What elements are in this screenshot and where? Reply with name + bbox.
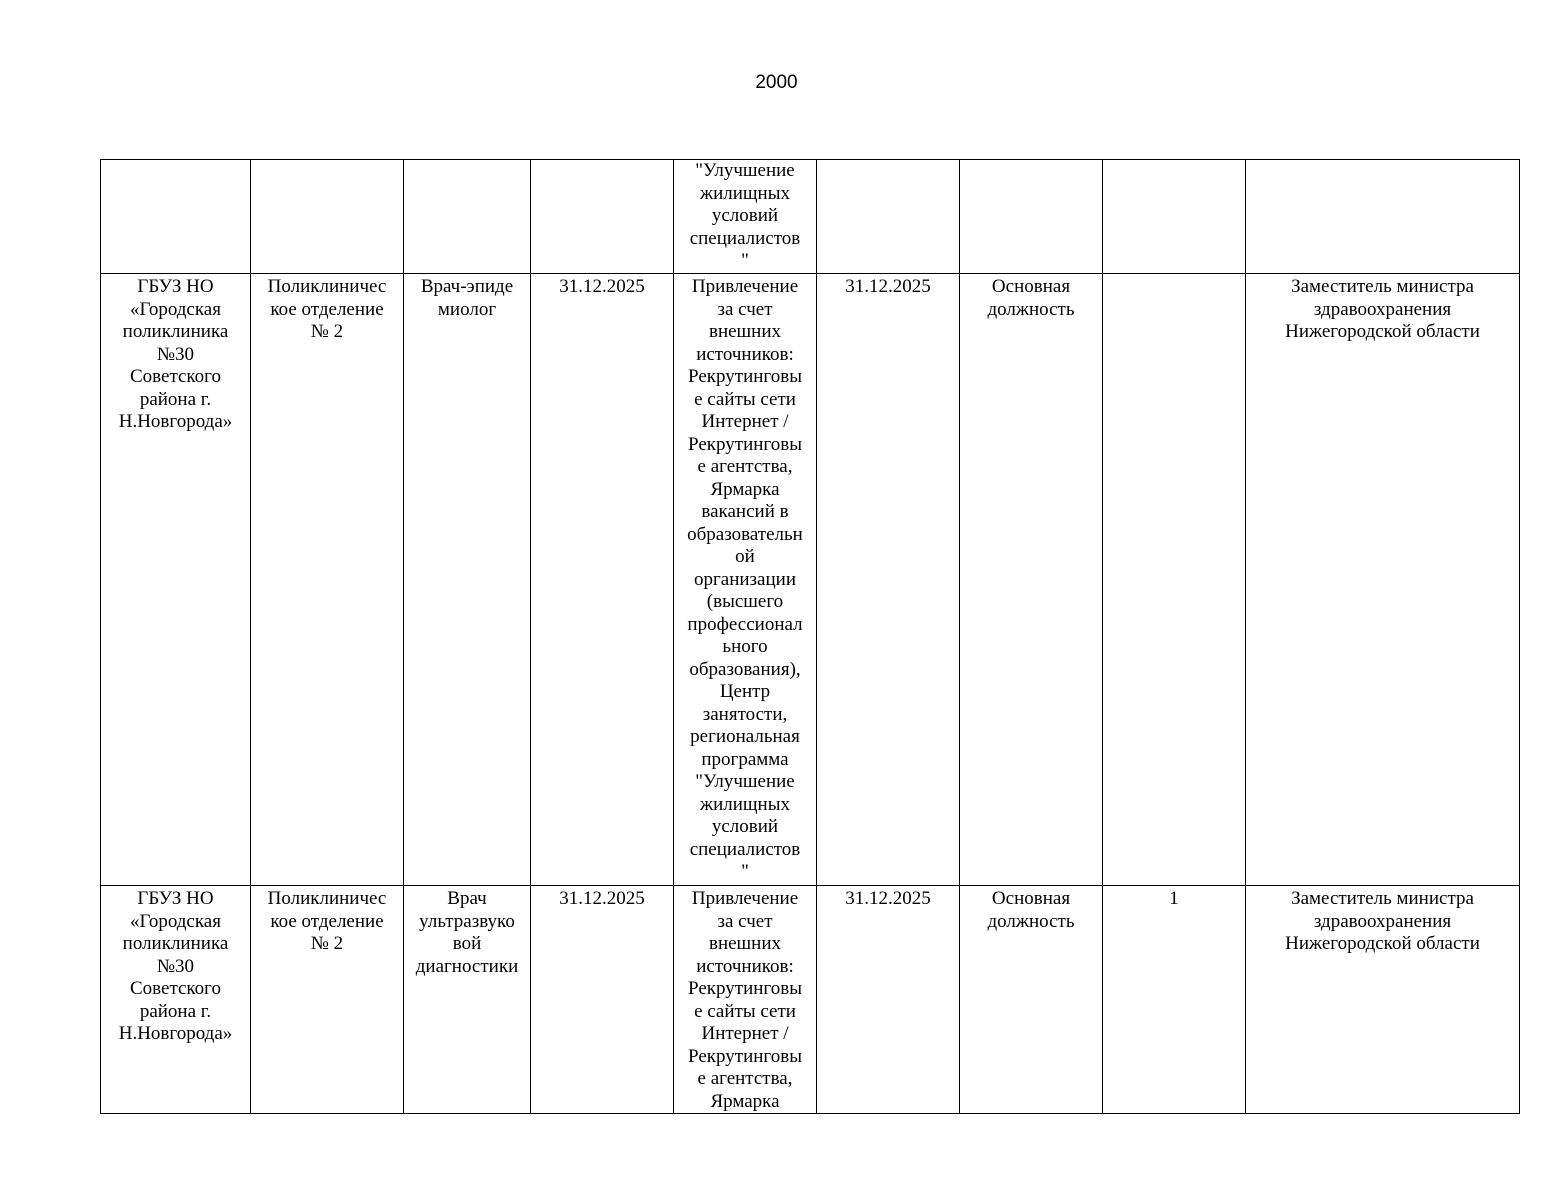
organization-cell <box>101 160 251 274</box>
organization-cell: ГБУЗ НО «Городская поликлиника №30 Советского района г. Н.Новгорода» <box>101 274 251 886</box>
position-type-cell: Основная должность <box>960 274 1103 886</box>
table-row <box>101 886 1520 1114</box>
method-cell: Привлечение за счет внешних источников: Рекрутинговы е сайты сети Интернет / Рекрутинговы е агентства, Ярмарка вакансий в образовательн ой организации (высшего профессионал ьного образования), Центр занятости, региональная программа "Улучшение жилищных условий специалистов " <box>674 274 817 886</box>
position-type-cell: Основная должность <box>960 886 1103 1114</box>
responsible-cell <box>1246 160 1520 274</box>
method-cell: "Улучшение жилищных условий специалистов " <box>674 160 817 274</box>
count-cell <box>1103 160 1246 274</box>
table-row <box>101 160 1520 274</box>
date-cell: 31.12.2025 <box>531 886 674 1114</box>
organization-cell: ГБУЗ НО «Городская поликлиника №30 Советского района г. Н.Новгорода» <box>101 886 251 1114</box>
department-cell: Поликлиничес кое отделение № 2 <box>251 274 404 886</box>
count-cell: 1 <box>1103 886 1246 1114</box>
count-cell <box>1103 274 1246 886</box>
date-cell: 31.12.2025 <box>531 274 674 886</box>
position-type-cell <box>960 160 1103 274</box>
table-row <box>101 274 1520 886</box>
deadline-cell: 31.12.2025 <box>817 886 960 1114</box>
department-cell <box>251 160 404 274</box>
responsible-cell: Заместитель министра здравоохранения Нижегородской области <box>1246 886 1520 1114</box>
deadline-cell <box>817 160 960 274</box>
position-cell <box>404 160 531 274</box>
page-number: 2000 <box>755 72 798 93</box>
position-cell: Врач ультразвуко вой диагностики <box>404 886 531 1114</box>
method-cell: Привлечение за счет внешних источников: Рекрутинговы е сайты сети Интернет / Рекрутинговы е агентства, Ярмарка <box>674 886 817 1114</box>
responsible-cell: Заместитель министра здравоохранения Нижегородской области <box>1246 274 1520 886</box>
position-cell: Врач-эпиде миолог <box>404 274 531 886</box>
date-cell <box>531 160 674 274</box>
vacancy-table <box>100 159 1520 1114</box>
deadline-cell: 31.12.2025 <box>817 274 960 886</box>
department-cell: Поликлиничес кое отделение № 2 <box>251 886 404 1114</box>
